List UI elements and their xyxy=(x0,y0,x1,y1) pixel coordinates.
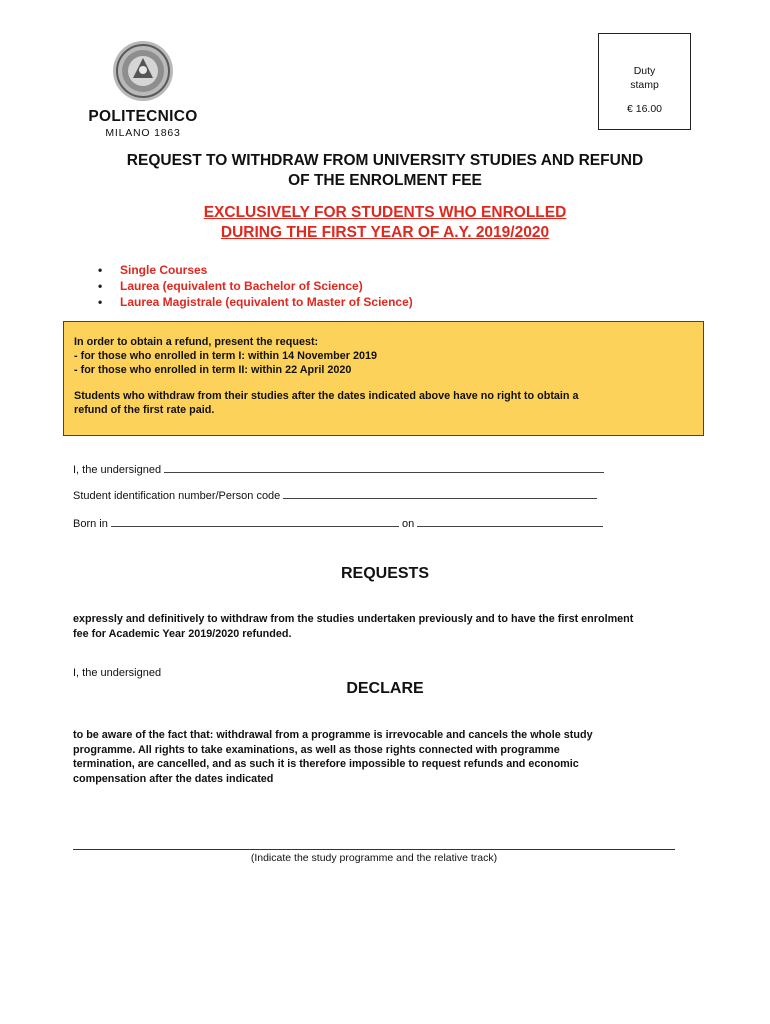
notice-line: In order to obtain a refund, present the request: xyxy=(74,336,319,348)
declare-heading: DECLARE xyxy=(346,680,424,697)
birth-row xyxy=(73,516,603,531)
notice-line: Students who withdraw from their studies after the dates indicated above have no right to obtain a xyxy=(74,390,579,402)
programme-label: Single Courses xyxy=(120,263,208,277)
birthplace-field[interactable] xyxy=(111,516,399,527)
list-item xyxy=(93,294,413,310)
politecnico-logo xyxy=(78,40,208,139)
subtitle-line2: DURING THE FIRST YEAR OF A.Y. 2019/2020 xyxy=(220,224,550,241)
study-programme-caption: (Indicate the study programme and the relative track) xyxy=(250,852,498,864)
undersigned-row xyxy=(73,462,604,477)
stamp-label-line1: Duty xyxy=(633,65,656,77)
requests-line: expressly and definitively to withdraw from the studies undertaken previously and to have the first enrolment xyxy=(73,613,634,625)
list-item xyxy=(93,278,413,294)
bullet-icon: • xyxy=(98,279,103,293)
on-label: on xyxy=(401,518,415,530)
logo-subtitle: MILANO 1863 xyxy=(105,127,181,139)
document-title xyxy=(70,151,700,191)
notice-line: refund of the first rate paid. xyxy=(74,404,215,416)
requests-text xyxy=(73,612,713,641)
stamp-amount: € 16.00 xyxy=(626,103,663,115)
birthdate-field[interactable] xyxy=(417,516,603,527)
student-id-label: Student identification number/Person code xyxy=(73,490,281,502)
stamp-label-line2: stamp xyxy=(630,79,659,91)
title-line2: OF THE ENROLMENT FEE xyxy=(288,172,482,189)
subtitle-line1: EXCLUSIVELY FOR STUDENTS WHO ENROLLED xyxy=(203,204,567,221)
duty-stamp-box xyxy=(598,33,691,130)
programme-label: Laurea Magistrale (equivalent to Master of Science) xyxy=(120,295,413,309)
student-id-field[interactable] xyxy=(283,488,597,499)
list-item xyxy=(93,262,413,278)
programme-label: Laurea (equivalent to Bachelor of Science) xyxy=(120,279,363,293)
eligibility-subtitle xyxy=(70,203,700,243)
logo-wordmark: POLITECNICO xyxy=(88,108,198,125)
undersigned-label: I, the undersigned xyxy=(73,464,162,476)
born-in-label: Born in xyxy=(73,518,108,530)
declaration-line: compensation after the dates indicated xyxy=(73,772,274,785)
study-programme-field[interactable] xyxy=(73,849,675,850)
student-id-row xyxy=(73,488,597,503)
bullet-icon: • xyxy=(98,263,103,277)
declaration-line: to be aware of the fact that: withdrawal from a programme is irrevocable and cancels the whole study xyxy=(73,729,593,741)
declare-intro: I, the undersigned xyxy=(73,667,162,679)
requests-line: fee for Academic Year 2019/2020 refunded. xyxy=(73,627,292,640)
bullet-icon: • xyxy=(98,295,103,309)
notice-line: - for those who enrolled in term II: within 22 April 2020 xyxy=(74,364,352,376)
declaration-line: programme. All rights to take examinations, as well as those rights connected with programme xyxy=(73,743,560,756)
title-line1: REQUEST TO WITHDRAW FROM UNIVERSITY STUDIES AND REFUND xyxy=(126,152,644,169)
university-seal-icon xyxy=(112,40,174,102)
declaration-text xyxy=(73,728,713,786)
declaration-line: termination, are cancelled, and as such it is therefore impossible to request refunds and economic xyxy=(73,758,579,770)
requests-heading: REQUESTS xyxy=(340,565,429,582)
notice-line: - for those who enrolled in term I: within 14 November 2019 xyxy=(74,350,377,362)
undersigned-name-field[interactable] xyxy=(164,462,604,473)
programme-list xyxy=(93,262,413,310)
refund-deadline-notice xyxy=(63,321,704,436)
